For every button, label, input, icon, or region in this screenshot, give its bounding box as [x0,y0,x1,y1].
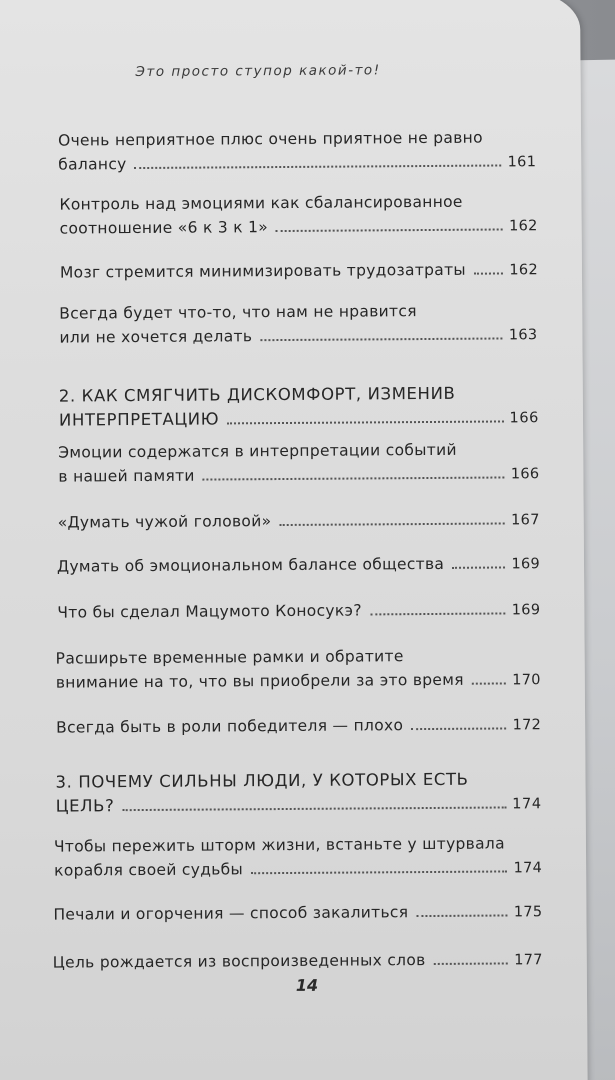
toc-page-number: 166 [510,466,540,483]
dot-leader [411,727,506,730]
dot-leader [260,337,503,341]
dot-leader [370,612,506,615]
toc-page-number: 162 [509,218,538,235]
dot-leader [135,164,502,169]
table-of-contents [52,125,556,972]
dot-leader [474,272,503,274]
toc-entry [57,551,540,579]
dot-leader [251,870,508,874]
toc-entry-text: Думать об эмоциональном балансе общества [56,554,445,576]
toc-entry [58,125,536,177]
toc-page-number: 172 [512,717,542,734]
toc-entry-text: соотношение «6 к 3 к 1» [59,218,269,238]
toc-entry-text: Расширьте временные рамки и обратите [55,647,404,668]
toc-page-number: 163 [508,327,538,344]
running-head: Это просто ступор какой-то! [135,62,381,81]
toc-page-number: 166 [509,410,540,427]
toc-entry-text: внимание на то, что вы приобрели за это время [55,670,464,692]
dot-leader [472,682,506,684]
toc-entry-text: Контроль над эмоциями как сбалансированное [59,192,463,214]
toc-entry-text: Очень неприятное плюс очень приятное не равно [57,128,483,150]
toc-entry [59,298,537,350]
toc-entry-text: 3. ПОЧЕМУ СИЛЬНЫ ЛЮДИ, У КОТОРЫХ ЕСТЬ [55,769,469,792]
toc-entry [54,831,542,883]
toc-entry-text: ИНТЕРПРЕТАЦИЮ [58,409,220,430]
toc-entry-text: Печали и огорчения — способ закалиться [53,903,409,924]
toc-entry-text: Цель рождается из воспроизведенных слов [52,951,426,972]
toc-entry-text: Мозг стремится минимизировать трудозатраты [59,260,466,282]
toc-entry [56,712,541,740]
toc-entry-text: корабля своей судьбы [54,860,244,880]
dot-leader [452,566,505,568]
toc-entry-text: ЦЕЛЬ? [55,796,115,816]
toc-entry [56,643,541,695]
dot-leader [203,476,505,480]
toc-entry [53,899,542,927]
toc-page-number: 169 [511,556,541,573]
toc-page-number: 177 [514,952,543,969]
toc-section-heading [55,767,541,819]
toc-entry-text: балансу [58,155,127,174]
toc-page-number: 174 [513,860,543,877]
dot-leader [416,914,508,917]
toc-entry-text: Эмоции содержатся в интерпретации событий [58,440,457,462]
dot-leader [276,228,503,232]
toc-entry [60,257,538,285]
dot-leader [122,806,506,811]
toc-entry-text: Что бы сделал Мацумото Коносукэ? [57,601,362,622]
dot-leader [434,962,509,965]
toc-page-number: 174 [512,796,542,813]
toc-entry-text: или не хочется делать [59,327,253,347]
toc-entry [53,947,543,975]
toc-entry-text: Чтобы пережить шторм жизни, встаньте у штурвала [53,834,505,856]
dot-leader [279,522,505,526]
toc-entry [57,597,540,625]
toc-page-number: 169 [511,602,541,619]
toc-page-number: 161 [507,154,537,171]
toc-entry-text: Всегда быть в роли победителя — плохо [56,716,404,737]
toc-entry [58,437,539,489]
toc-entry-text: «Думать чужой головой» [57,512,272,532]
toc-entry-text: в нашей памяти [58,466,195,486]
toc-section-heading [59,381,539,433]
toc-entry-text: 2. КАК СМЯГЧИТЬ ДИСКОМФОРТ, ИЗМЕНИВ [58,383,456,406]
toc-page-number: 162 [509,262,539,279]
dot-leader [227,420,503,424]
toc-entry [58,507,540,535]
toc-page-number: 170 [512,672,541,689]
toc-entry [59,189,537,241]
toc-page-number: 175 [513,904,543,921]
toc-page-number: 167 [511,512,540,529]
toc-entry-text: Всегда будет что-то, что нам не нравится [59,302,417,323]
page-number: 14 [295,975,319,995]
